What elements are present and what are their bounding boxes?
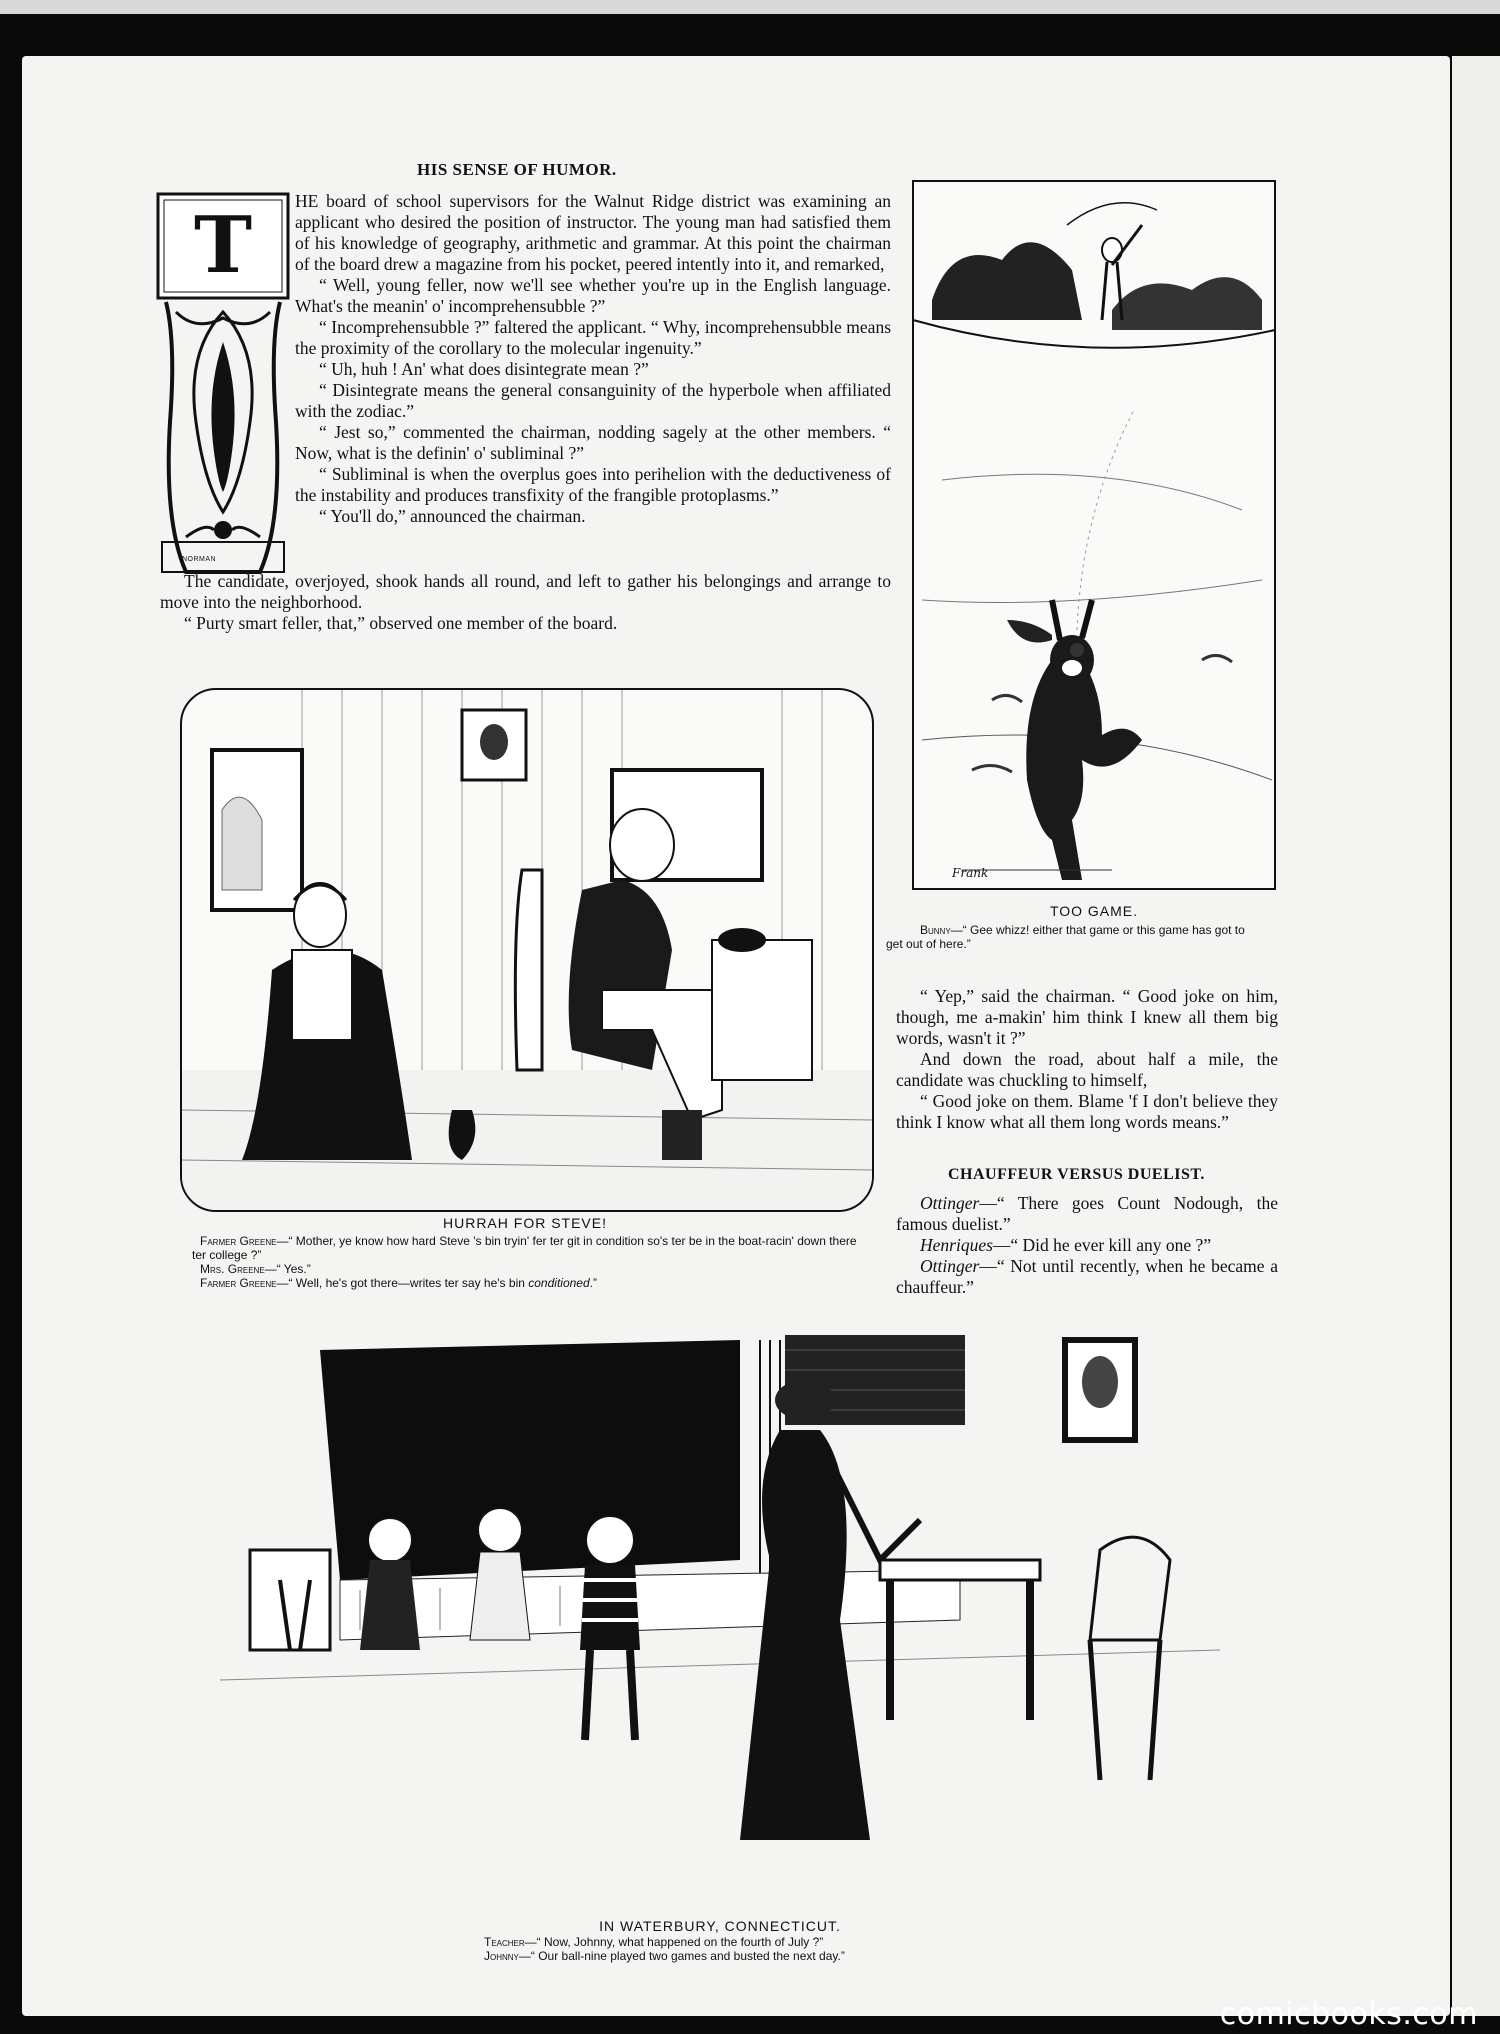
scan-top-edge — [0, 0, 1500, 14]
ornament-signature: NORMAN — [182, 556, 217, 563]
ornamental-initial — [156, 192, 290, 580]
story-paragraph: “ Uh, huh ! An' what does disintegrate mean ?” — [319, 359, 649, 379]
story-title: HIS SENSE OF HUMOR. — [417, 160, 617, 179]
adjacent-page-edge — [1452, 56, 1500, 2016]
story-column-bottom — [160, 571, 891, 634]
speaker-name: Henriques — [920, 1235, 993, 1255]
speaker-name: Teacher — [484, 1935, 525, 1949]
speaker-name: Johnny — [484, 1949, 519, 1963]
speaker-name: Bunny — [920, 923, 951, 937]
chauffeur-dialog — [896, 1193, 1278, 1298]
golf-bunny-drawing — [912, 180, 1276, 890]
story-paragraph: “ Purty smart feller, that,” observed one member of the board. — [184, 613, 618, 633]
dialog-line: Farmer Greene—“ Well, he's got there—writes ter say he's bin conditioned.” — [200, 1276, 597, 1290]
story-paragraph: HE board of school supervisors for the Walnut Ridge district was examining an applicant who desired the position of instructor. The young man had satisfied them of his knowledge of geography, arithmetic and grammar. At this point the chairman of the board drew a magazine from his pocket, peered intently into it, and remarked, — [295, 191, 891, 274]
too-game-illustration — [912, 180, 1276, 890]
waterbury-title: IN WATERBURY, CONNECTICUT. — [599, 1918, 841, 1934]
story-paragraph: The candidate, overjoyed, shook hands all round, and left to gather his belongings and arrange to move into the neighborhood. — [160, 571, 891, 612]
dialog-line: Ottinger—“ Not until recently, when he became a chauffeur.” — [896, 1256, 1278, 1297]
story-continued-column — [896, 986, 1278, 1133]
story-paragraph: “ Subliminal is when the overplus goes into perihelion with the deductiveness of the instability and produces transfixity of the frangible protoplasms.” — [295, 464, 891, 505]
speaker-name: Ottinger — [920, 1193, 980, 1213]
dialog-line: Farmer Greene—“ Mother, ye know how hard Steve 's bin tryin' fer ter git in condition so's ter be in the boat-racin' down there ter college ?” — [192, 1234, 857, 1262]
artist-signature: Frank — [952, 866, 989, 880]
story-paragraph: And down the road, about half a mile, the candidate was chuckling to himself, — [896, 1049, 1278, 1090]
story-column-top — [295, 191, 891, 527]
speaker-name: Farmer Greene — [200, 1234, 277, 1248]
dialog-line: “ Gee whizz! either that game or this game has got to get out of here.” — [886, 923, 1245, 951]
speaker-name: Mrs. Greene — [200, 1262, 265, 1276]
chauffeur-title: CHAUFFEUR VERSUS DUELIST. — [948, 1166, 1205, 1183]
hurrah-for-steve-illustration — [180, 688, 874, 1212]
story-paragraph: “ Well, young feller, now we'll see whether you're up in the English language. What's the meanin' o' incomprehensubble ?” — [295, 275, 891, 316]
too-game-dialog: Bunny—“ Gee whizz! either that game or this game has got to get out of here.” — [886, 923, 1245, 951]
story-paragraph: “ Disintegrate means the general consanguinity of the hyperbole when affiliated with the zodiac.” — [295, 380, 891, 421]
drop-cap-letter: T — [193, 200, 253, 291]
story-paragraph: “ Yep,” said the chairman. “ Good joke on him, though, me a-makin' him think I knew all them big words, wasn't it ?” — [896, 986, 1278, 1048]
story-paragraph: “ You'll do,” announced the chairman. — [319, 506, 586, 526]
farm-kitchen-drawing — [182, 690, 872, 1210]
story-paragraph: “ Jest so,” commented the chairman, nodding sagely at the other members. “ Now, what is the definin' o' subliminal ?” — [295, 422, 891, 463]
dialog-line: Mrs. Greene—“ Yes.” — [200, 1262, 311, 1276]
too-game-title: TOO GAME. — [1049, 903, 1139, 919]
dialog-line: Ottinger—“ There goes Count Nodough, the famous duelist.” — [896, 1193, 1278, 1234]
hurrah-for-steve-title: HURRAH FOR STEVE! — [442, 1215, 607, 1231]
site-watermark: comicbooks.com — [1219, 1997, 1478, 2032]
dialog-line: Henriques—“ Did he ever kill any one ?” — [920, 1235, 1212, 1255]
dialog-line: Teacher—“ Now, Johnny, what happened on the fourth of July ?” — [484, 1935, 824, 1949]
story-paragraph: “ Good joke on them. Blame 'f I don't believe they think I know what all them long words means.” — [896, 1091, 1278, 1132]
speaker-name: Farmer Greene — [200, 1276, 277, 1290]
story-paragraph: “ Incomprehensubble ?” faltered the applicant. “ Why, incomprehensubble means the proximity of the corollary to the molecular ingenuity.” — [295, 317, 891, 358]
speaker-name: Ottinger — [920, 1256, 980, 1276]
waterbury-classroom-illustration — [220, 1320, 1220, 1900]
waterbury-dialog — [484, 1935, 1084, 1963]
classroom-drawing — [220, 1320, 1220, 1900]
dialog-line: Johnny—“ Our ball-nine played two games and busted the next day.” — [484, 1949, 845, 1963]
hurrah-for-steve-dialog — [192, 1234, 872, 1290]
